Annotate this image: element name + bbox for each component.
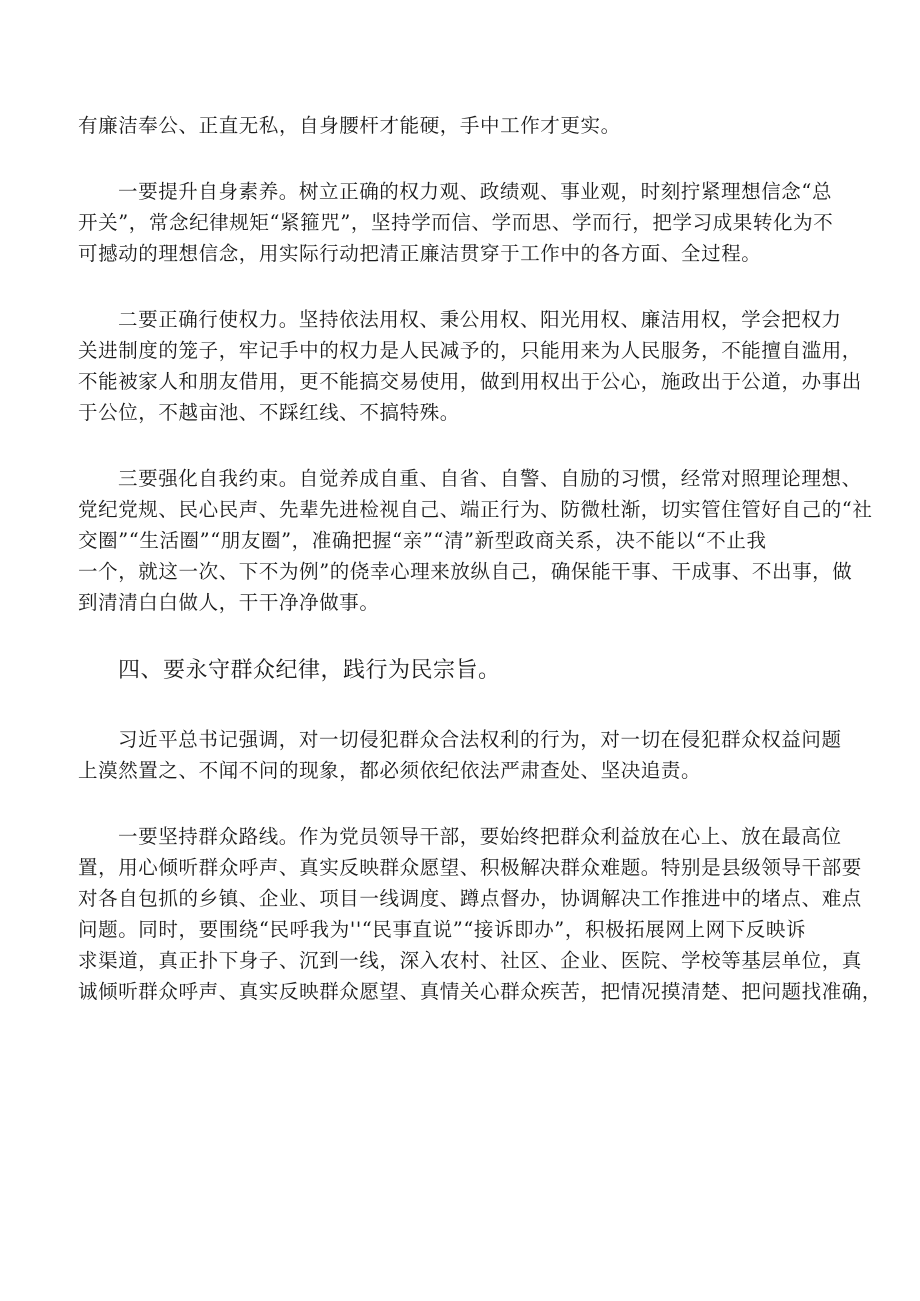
section-heading: 四、要永守群众纪律，践行为民宗旨。: [118, 658, 501, 683]
text-line: 问题。同时，要围绕“民呼我为''“民事直说”“接诉即办”，积极拓展网上网下反映诉: [78, 918, 807, 941]
text-line: 二要正确行使权力。坚持依法用权、秉公用权、阳光用权、廉洁用权，学会把权力: [118, 308, 842, 331]
text-line: 开关”，常念纪律规矩“紧箍咒”，坚持学而信、学而思、学而行，把学习成果转化为不: [78, 211, 834, 234]
text-line: 三要强化自我约束。自觉养成自重、自省、自警、自励的习惯，经常对照理论理想、: [118, 467, 862, 490]
text-line: 交圈”“生活圈”“朋友圈”，准确把握“亲”“清”新型政商关系，决不能以“不止我: [78, 529, 767, 552]
paragraph-3: [78, 304, 864, 428]
paragraph-1: [78, 110, 864, 141]
paragraph-5: [78, 724, 864, 786]
text-line: 有廉洁奉公、正直无私，自身腰杆才能硬，手中工作才更实。: [78, 114, 621, 137]
paragraph-2: [78, 176, 864, 269]
text-line: 到清清白白做人，干干净净做事。: [78, 591, 380, 614]
text-line: 不能被家人和朋友借用，更不能搞交易使用，做到用权出于公心，施政出于公道，办事出: [78, 370, 862, 393]
text-line: 一要提升自身素养。树立正确的权力观、政绩观、事业观，时刻拧紧理想信念“总: [118, 180, 833, 203]
text-line: 可撼动的理想信念，用实际行动把清正廉洁贯穿于工作中的各方面、全过程。: [78, 242, 762, 265]
text-line: 于公位，不越亩池、不踩红线、不搞特殊。: [78, 401, 460, 424]
text-line: 党纪党规、民心民声、先辈先进检视自己、端正行为、防微杜渐，切实管住管好自己的“社: [78, 498, 873, 521]
text-line: 习近平总书记强调，对一切侵犯群众合法权利的行为，对一切在侵犯群众权益问题: [118, 728, 842, 751]
text-line: 对各自包抓的乡镇、企业、项目一线调度、蹲点督办，协调解决工作推进中的堵点、难点: [78, 887, 862, 910]
text-line: 置，用心倾听群众呼声、真实反映群众愿望、积极解决群众难题。特别是县级领导干部要: [78, 856, 862, 879]
document-page: [78, 110, 883, 1007]
text-line: 一要坚持群众路线。作为党员领导干部，要始终把群众利益放在心上、放在最高位: [118, 825, 842, 848]
text-line: 上漠然置之、不闻不问的现象，都必须依纪依法严肃查处、坚决追责。: [78, 759, 702, 782]
paragraph-4: [78, 463, 873, 618]
text-line: 关进制度的笼子，牢记手中的权力是人民减予的，只能用来为人民服务，不能擅自滥用，: [78, 339, 862, 362]
text-line: 诚倾听群众呼声、真实反映群众愿望、真情关心群众疾苦，把情况摸清楚、把问题找准确，: [78, 980, 883, 1003]
text-line: 一个，就这一次、下不为例”的侥幸心理来放纵自己，确保能干事、干成事、不出事，做: [78, 560, 853, 583]
paragraph-6: [78, 821, 883, 1007]
text-line: 求渠道，真正扑下身子、沉到一线，深入农村、社区、企业、医院、学校等基层单位，真: [78, 949, 862, 972]
